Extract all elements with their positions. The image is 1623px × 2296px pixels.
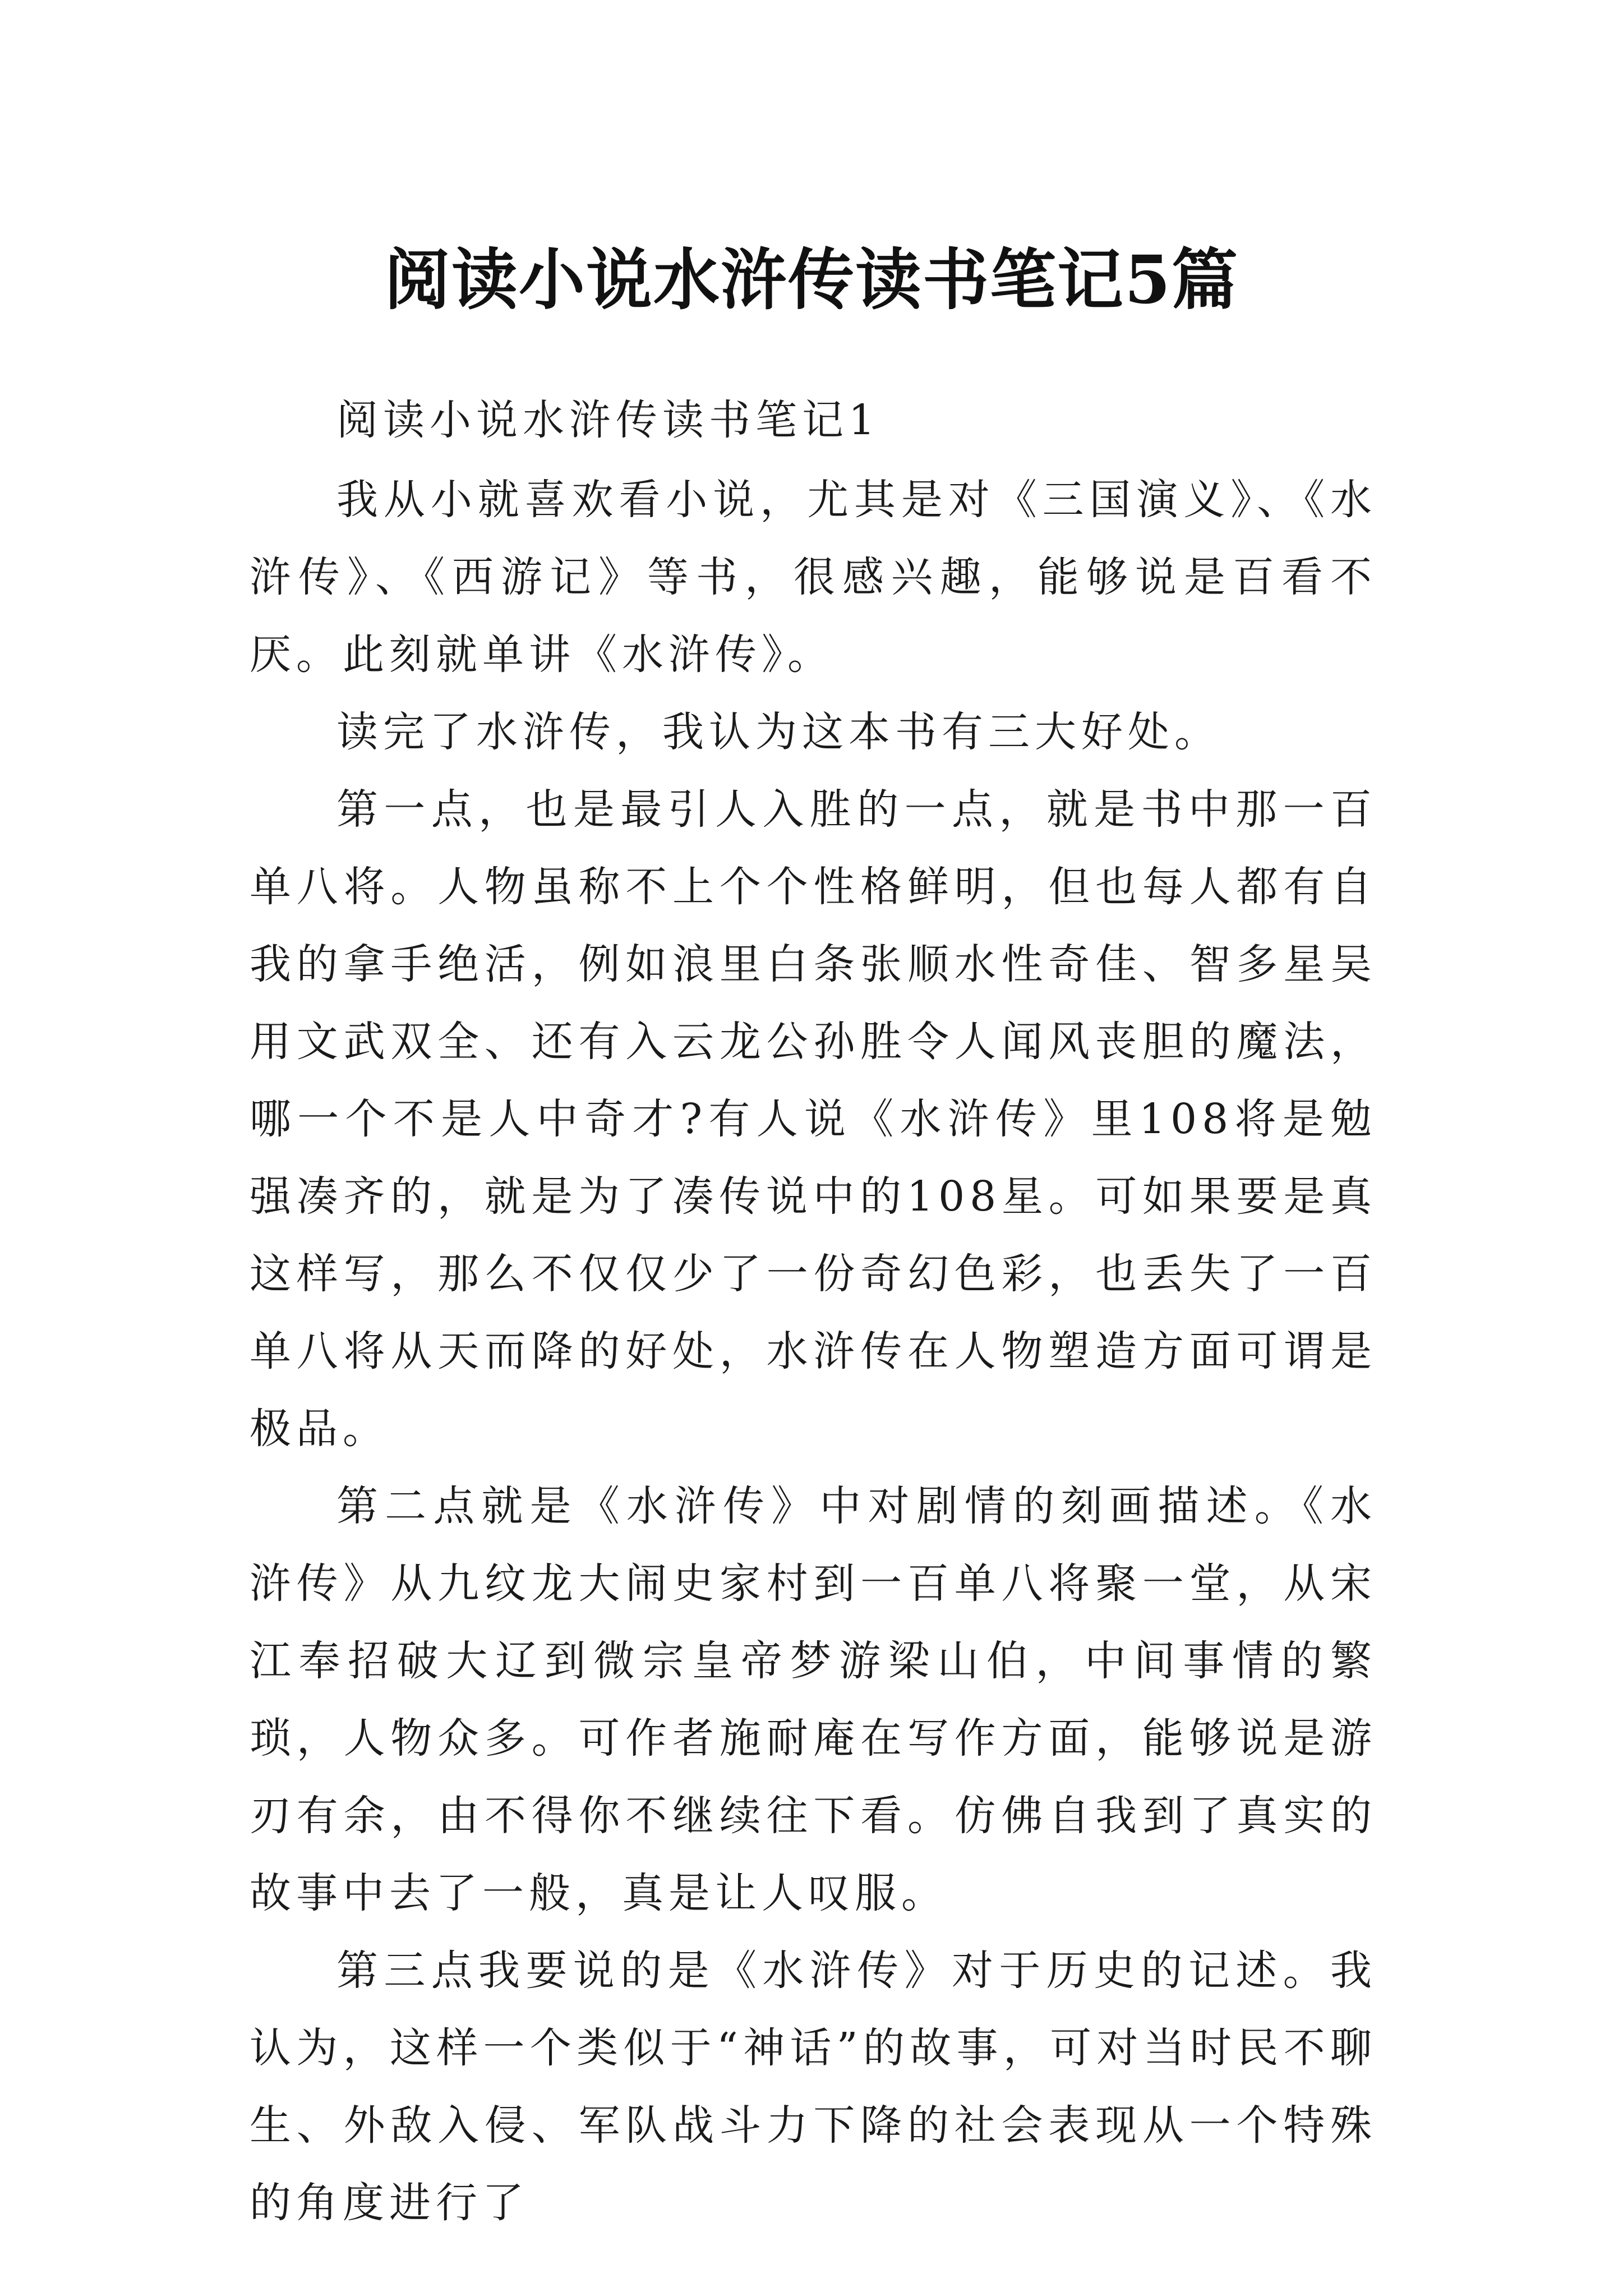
paragraph: 第三点我要说的是《水浒传》对于历史的记述。我认为，这样一个类似于“神话”的故事，可对当时民不聊生、外敌入侵、军队战斗力下降的社会表现从一个特殊的角度进行了 [250,1947,1377,2227]
document-title: 阅读小说水浒传读书笔记5篇 [384,241,1239,319]
paragraph: 我从小就喜欢看小说，尤其是对《三国演义》、《水浒传》、《西游记》等书，很感兴趣，能够说是百看不厌。此刻就单讲《水浒传》。 [250,476,1377,679]
paragraph: 读完了水浒传，我认为这本书有三大好处。 [336,708,1221,756]
paragraph: 第二点就是《水浒传》中对剧情的刻画描述。《水浒传》从九纹龙大闹史家村到一百单八将聚一堂，从宋江奉招破大辽到微宗皇帝梦游梁山伯，中间事情的繁琐，人物众多。可作者施耐庵在写作方面，能够说是游刃有余，由不得你不继续往下看。仿佛自我到了真实的故事中去了一般，真是让人叹服。 [250,1482,1377,1917]
paragraph: 第一点，也是最引人入胜的一点，就是书中那一百单八将。人物虽称不上个个性格鲜明，但也每人都有自我的拿手绝活，例如浪里白条张顺水性奇佳、智多星吴用文武双全、还有入云龙公孙胜令人闻风丧胆的魔法，哪一个不是人中奇才?有人说《水浒传》里108将是勉强凑齐的，就是为了凑传说中的108星。可如果要是真这样写，那么不仅仅少了一份奇幻色彩，也丢失了一百单八将从天而降的好处，水浒传在人物塑造方面可谓是极品。 [250,785,1377,1453]
section-heading: 阅读小说水浒传读书笔记1 [336,396,880,444]
document-body [250,381,1377,2242]
